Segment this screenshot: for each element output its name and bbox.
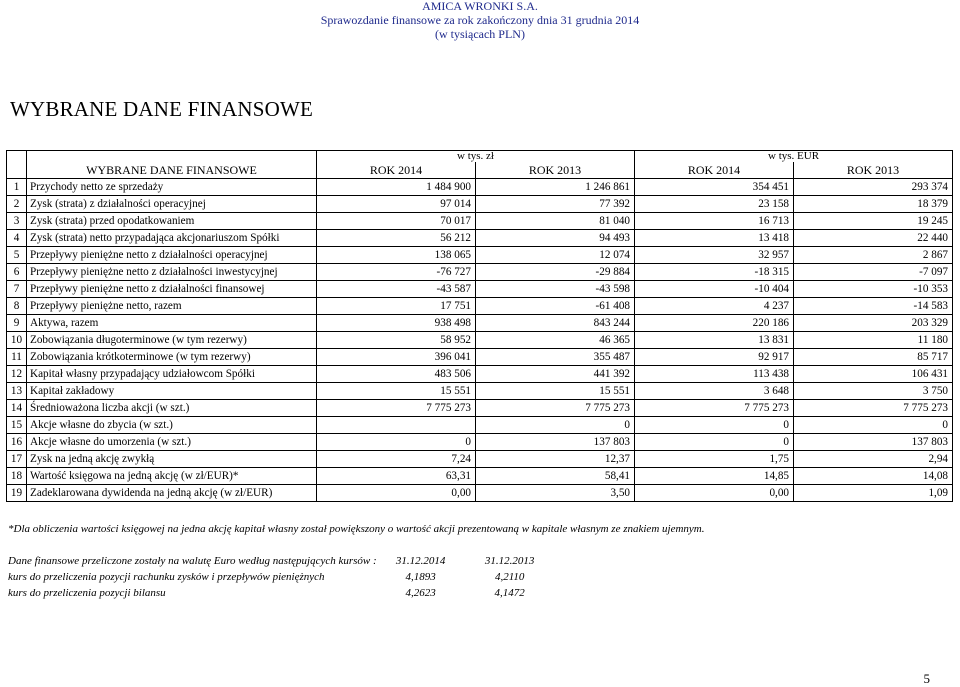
row-number: 15 bbox=[7, 417, 27, 434]
table-row bbox=[7, 196, 953, 213]
row-number: 6 bbox=[7, 264, 27, 281]
value-pln-2014: 1 484 900 bbox=[317, 179, 476, 196]
value-pln-2014: 483 506 bbox=[317, 366, 476, 383]
row-number: 17 bbox=[7, 451, 27, 468]
value-eur-2014: 14,85 bbox=[635, 468, 794, 485]
row-number: 11 bbox=[7, 349, 27, 366]
row-number: 3 bbox=[7, 213, 27, 230]
financial-table-body bbox=[7, 151, 953, 502]
value-eur-2013: 14,08 bbox=[794, 468, 953, 485]
row-number: 18 bbox=[7, 468, 27, 485]
row-label: Zysk (strata) z działalności operacyjnej bbox=[27, 196, 317, 213]
financial-table bbox=[6, 150, 953, 502]
value-eur-2014: 4 237 bbox=[635, 298, 794, 315]
value-pln-2014: -43 587 bbox=[317, 281, 476, 298]
value-pln-2014: 0,00 bbox=[317, 485, 476, 502]
row-label: Zysk (strata) przed opodatkowaniem bbox=[27, 213, 317, 230]
table-row bbox=[7, 230, 953, 247]
value-pln-2013: 355 487 bbox=[476, 349, 635, 366]
table-row bbox=[7, 400, 953, 417]
value-eur-2013: 22 440 bbox=[794, 230, 953, 247]
row-number: 5 bbox=[7, 247, 27, 264]
table-row bbox=[7, 247, 953, 264]
value-pln-2014: 56 212 bbox=[317, 230, 476, 247]
value-eur-2014: 354 451 bbox=[635, 179, 794, 196]
value-pln-2013: 58,41 bbox=[476, 468, 635, 485]
value-eur-2014: 32 957 bbox=[635, 247, 794, 264]
table-row bbox=[7, 179, 953, 196]
value-eur-2014: 220 186 bbox=[635, 315, 794, 332]
currency-eur: w tys. EUR bbox=[635, 151, 953, 163]
page-number: 5 bbox=[923, 671, 930, 686]
value-eur-2013: 106 431 bbox=[794, 366, 953, 383]
row-number: 8 bbox=[7, 298, 27, 315]
report-title: Sprawozdanie finansowe za rok zakończony dnia 31 grudnia 2014 bbox=[320, 13, 640, 27]
value-pln-2014 bbox=[317, 417, 476, 434]
value-pln-2013: 0 bbox=[476, 417, 635, 434]
table-header-row bbox=[7, 162, 953, 179]
row-label: Kapitał własny przypadający udziałowcom Spółki bbox=[27, 366, 317, 383]
rates-label: kurs do przeliczenia pozycji bilansu bbox=[8, 587, 166, 599]
value-pln-2013: 77 392 bbox=[476, 196, 635, 213]
value-eur-2014: 1,75 bbox=[635, 451, 794, 468]
value-pln-2014: 396 041 bbox=[317, 349, 476, 366]
page-title: WYBRANE DANE FINANSOWE bbox=[10, 97, 314, 121]
table-row bbox=[7, 281, 953, 298]
value-eur-2013: 3 750 bbox=[794, 383, 953, 400]
row-number: 10 bbox=[7, 332, 27, 349]
table-row bbox=[7, 264, 953, 281]
exchange-rates bbox=[8, 553, 555, 601]
value-eur-2014: 3 648 bbox=[635, 383, 794, 400]
row-label: Przychody netto ze sprzedaży bbox=[27, 179, 317, 196]
value-eur-2014: 13 418 bbox=[635, 230, 794, 247]
rates-date-2014: 31.12.2014 bbox=[395, 555, 446, 567]
table-row bbox=[7, 213, 953, 230]
value-eur-2013: 85 717 bbox=[794, 349, 953, 366]
value-eur-2013: 18 379 bbox=[794, 196, 953, 213]
rates-value-2014: 4,1893 bbox=[405, 571, 436, 583]
currency-pln: w tys. zł bbox=[317, 151, 635, 163]
row-number: 9 bbox=[7, 315, 27, 332]
row-label: Wartość księgowa na jedną akcję (w zł/EUR)* bbox=[27, 468, 317, 485]
value-eur-2014: 0 bbox=[635, 434, 794, 451]
value-pln-2013: 1 246 861 bbox=[476, 179, 635, 196]
value-eur-2013: 2 867 bbox=[794, 247, 953, 264]
table-row bbox=[7, 332, 953, 349]
value-eur-2014: -10 404 bbox=[635, 281, 794, 298]
value-pln-2013: 12,37 bbox=[476, 451, 635, 468]
value-pln-2013: 15 551 bbox=[476, 383, 635, 400]
value-eur-2013: 1,09 bbox=[794, 485, 953, 502]
value-eur-2013: 293 374 bbox=[794, 179, 953, 196]
value-eur-2014: 23 158 bbox=[635, 196, 794, 213]
value-eur-2014: 7 775 273 bbox=[635, 400, 794, 417]
table-row bbox=[7, 485, 953, 502]
value-pln-2014: 0 bbox=[317, 434, 476, 451]
rates-row bbox=[8, 585, 555, 601]
row-number: 7 bbox=[7, 281, 27, 298]
row-label: Średnioważona liczba akcji (w szt.) bbox=[27, 400, 317, 417]
header-col-eur-2014: ROK 2014 bbox=[635, 162, 794, 179]
row-label: Zysk na jedną akcję zwykłą bbox=[27, 451, 317, 468]
header-col-eur-2013: ROK 2013 bbox=[794, 162, 953, 179]
rates-header-row bbox=[8, 553, 555, 569]
value-eur-2013: 2,94 bbox=[794, 451, 953, 468]
row-number: 2 bbox=[7, 196, 27, 213]
value-eur-2014: 92 917 bbox=[635, 349, 794, 366]
rates-date-2013: 31.12.2013 bbox=[484, 555, 535, 567]
row-number: 1 bbox=[7, 179, 27, 196]
value-pln-2014: 7,24 bbox=[317, 451, 476, 468]
row-label: Przepływy pieniężne netto z działalności operacyjnej bbox=[27, 247, 317, 264]
rates-intro: Dane finansowe przeliczone zostały na walutę Euro według następujących kursów : bbox=[8, 555, 377, 567]
table-row bbox=[7, 298, 953, 315]
value-pln-2013: 3,50 bbox=[476, 485, 635, 502]
currency-row bbox=[7, 151, 953, 163]
currency-spacer bbox=[7, 151, 27, 163]
value-pln-2013: 7 775 273 bbox=[476, 400, 635, 417]
value-eur-2013: 19 245 bbox=[794, 213, 953, 230]
value-eur-2014: 0 bbox=[635, 417, 794, 434]
value-eur-2014: -18 315 bbox=[635, 264, 794, 281]
table-row bbox=[7, 349, 953, 366]
value-eur-2013: 137 803 bbox=[794, 434, 953, 451]
value-eur-2014: 13 831 bbox=[635, 332, 794, 349]
company-name: AMICA WRONKI S.A. bbox=[422, 0, 538, 13]
row-label: Zadeklarowana dywidenda na jedną akcję (w zł/EUR) bbox=[27, 485, 317, 502]
table-row bbox=[7, 383, 953, 400]
value-eur-2013: 7 775 273 bbox=[794, 400, 953, 417]
value-pln-2014: 15 551 bbox=[317, 383, 476, 400]
value-pln-2014: 938 498 bbox=[317, 315, 476, 332]
row-number: 12 bbox=[7, 366, 27, 383]
value-pln-2013: -29 884 bbox=[476, 264, 635, 281]
value-eur-2014: 113 438 bbox=[635, 366, 794, 383]
rates-value-2013: 4,2110 bbox=[494, 571, 525, 583]
rates-value-2013: 4,1472 bbox=[494, 587, 525, 599]
table-row bbox=[7, 451, 953, 468]
rates-label: kurs do przeliczenia pozycji rachunku zysków i przepływów pieniężnych bbox=[8, 571, 325, 583]
header-label: WYBRANE DANE FINANSOWE bbox=[27, 162, 317, 179]
value-eur-2014: 16 713 bbox=[635, 213, 794, 230]
report-unit: (w tysiącach PLN) bbox=[435, 27, 525, 41]
row-label: Przepływy pieniężne netto z działalności inwestycyjnej bbox=[27, 264, 317, 281]
row-number: 13 bbox=[7, 383, 27, 400]
row-label: Akcje własne do zbycia (w szt.) bbox=[27, 417, 317, 434]
value-pln-2013: 137 803 bbox=[476, 434, 635, 451]
table-row bbox=[7, 366, 953, 383]
value-pln-2014: 63,31 bbox=[317, 468, 476, 485]
value-pln-2014: 70 017 bbox=[317, 213, 476, 230]
value-pln-2014: 97 014 bbox=[317, 196, 476, 213]
row-label: Zobowiązania długoterminowe (w tym rezerwy) bbox=[27, 332, 317, 349]
row-number: 19 bbox=[7, 485, 27, 502]
rates-row bbox=[8, 569, 555, 585]
row-label: Przepływy pieniężne netto, razem bbox=[27, 298, 317, 315]
header-col-pln-2013: ROK 2013 bbox=[476, 162, 635, 179]
value-pln-2013: 441 392 bbox=[476, 366, 635, 383]
value-pln-2014: -76 727 bbox=[317, 264, 476, 281]
table-row bbox=[7, 315, 953, 332]
value-pln-2014: 138 065 bbox=[317, 247, 476, 264]
value-pln-2013: -43 598 bbox=[476, 281, 635, 298]
row-number: 14 bbox=[7, 400, 27, 417]
table-row bbox=[7, 417, 953, 434]
value-pln-2014: 7 775 273 bbox=[317, 400, 476, 417]
value-pln-2014: 17 751 bbox=[317, 298, 476, 315]
value-pln-2014: 58 952 bbox=[317, 332, 476, 349]
rates-value-2014: 4,2623 bbox=[405, 587, 436, 599]
value-eur-2013: 11 180 bbox=[794, 332, 953, 349]
row-number: 16 bbox=[7, 434, 27, 451]
value-eur-2013: -14 583 bbox=[794, 298, 953, 315]
row-number: 4 bbox=[7, 230, 27, 247]
header-number-cell bbox=[7, 162, 27, 179]
footnote: *Dla obliczenia wartości księgowej na jedna akcję kapitał własny został powiększony o wartość akcji prezentowaną w kapitale własnym ze znakiem ujemnym. bbox=[8, 523, 705, 535]
value-eur-2013: 0 bbox=[794, 417, 953, 434]
header-col-pln-2014: ROK 2014 bbox=[317, 162, 476, 179]
value-pln-2013: 12 074 bbox=[476, 247, 635, 264]
table-row bbox=[7, 434, 953, 451]
value-eur-2013: -10 353 bbox=[794, 281, 953, 298]
value-pln-2013: 46 365 bbox=[476, 332, 635, 349]
value-pln-2013: 843 244 bbox=[476, 315, 635, 332]
row-label: Kapitał zakładowy bbox=[27, 383, 317, 400]
row-label: Przepływy pieniężne netto z działalności finansowej bbox=[27, 281, 317, 298]
row-label: Zysk (strata) netto przypadająca akcjonariuszom Spółki bbox=[27, 230, 317, 247]
row-label: Aktywa, razem bbox=[27, 315, 317, 332]
value-eur-2013: 203 329 bbox=[794, 315, 953, 332]
row-label: Akcje własne do umorzenia (w szt.) bbox=[27, 434, 317, 451]
value-pln-2013: 94 493 bbox=[476, 230, 635, 247]
table-row bbox=[7, 468, 953, 485]
currency-spacer bbox=[27, 151, 317, 163]
value-pln-2013: 81 040 bbox=[476, 213, 635, 230]
value-pln-2013: -61 408 bbox=[476, 298, 635, 315]
value-eur-2014: 0,00 bbox=[635, 485, 794, 502]
value-eur-2013: -7 097 bbox=[794, 264, 953, 281]
row-label: Zobowiązania krótkoterminowe (w tym rezerwy) bbox=[27, 349, 317, 366]
